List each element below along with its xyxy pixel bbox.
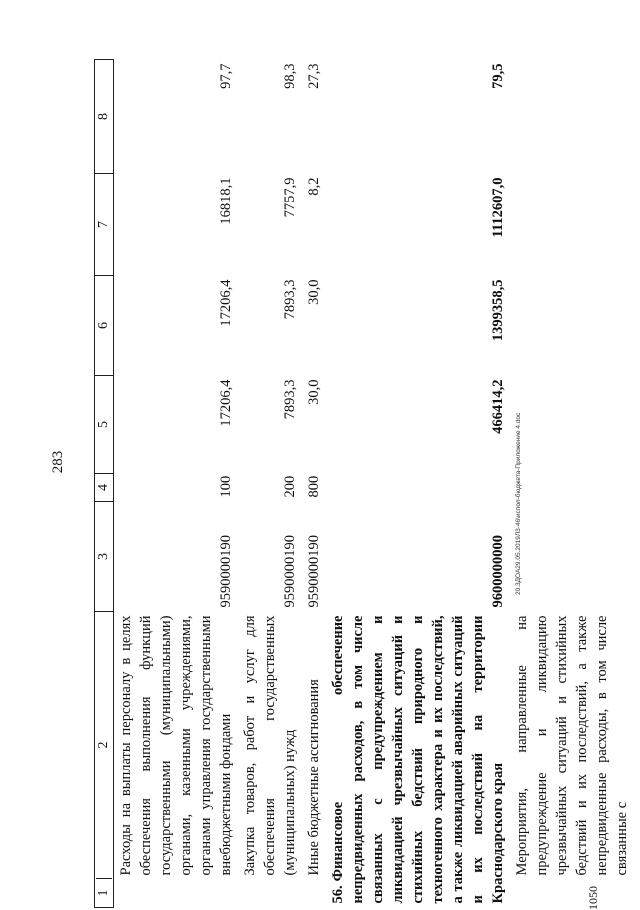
row-value-8: 98,3 <box>282 63 298 89</box>
row-value-7: 1112607,0 <box>490 177 506 238</box>
table-row <box>238 60 302 908</box>
row-value-8 <box>510 60 634 174</box>
row-code <box>510 502 634 612</box>
budget-table <box>94 59 634 908</box>
page-number: 283 <box>50 450 66 474</box>
row-value-6: 1399358,5 <box>490 279 506 342</box>
row-description: Расходы на выплаты персоналу в целях обеспечения выполнения функций государственными (муниципальными) органами, казенными учреждениями, органами управления государственными внебюджетными фондами <box>118 615 234 876</box>
row-description-text: Финансовое обеспечение непредвиденных расходов, в том числе связанных с предупреждением и ликвидацией чрезвычайных ситуаций и стихийных бедствий природного и техногенного характера и их последствий, а также ликвидацией аварийных ситуаций и их последствий на территории Краснодарского края <box>330 615 506 904</box>
row-value-7: 16818,1 <box>218 177 234 225</box>
row-value-5: 17206,4 <box>218 379 234 427</box>
header-col-4: 4 <box>95 474 114 502</box>
table-row <box>510 60 634 908</box>
row-value-6: 7893,3 <box>282 279 298 320</box>
row-value-5: 466414,2 <box>490 379 506 434</box>
row-description <box>326 612 510 908</box>
row-value-5 <box>510 376 634 474</box>
row-value-6: 30,0 <box>306 279 322 305</box>
row-value-8: 79,5 <box>490 63 506 89</box>
row-value-5: 7893,3 <box>282 379 298 420</box>
table-row-section-56 <box>326 60 510 908</box>
row-value-7: 8,2 <box>306 177 322 196</box>
header-col-2: 2 <box>96 741 111 749</box>
header-row <box>95 60 114 908</box>
table-row <box>302 60 326 908</box>
header-col-8: 8 <box>95 60 114 174</box>
row-code: 9590000190 <box>306 535 322 608</box>
row-description: Мероприятия, направленные на предупреждение и ликвидацию чрезвычайных ситуаций и стихийных бедствий и их последствий, а также непредвиденные расходы, в том числе связанные с <box>514 615 630 876</box>
header-col-1: 1 <box>96 878 112 907</box>
row-kind: 200 <box>282 475 298 498</box>
table-row <box>114 60 239 908</box>
row-description: Закупка товаров, работ и услуг для обеспечения государственных (муниципальных) нужд <box>242 615 298 876</box>
item-number: 56. <box>330 885 346 904</box>
document-footer-path: 20.3ДОА29.05.2019Л3-46\испол-бюджета-Приложение 4.doc <box>515 412 522 595</box>
row-code: 9590000190 <box>282 535 298 608</box>
page-corner-number: 1050 <box>586 886 600 910</box>
row-value-8: 97,7 <box>218 63 234 89</box>
row-kind <box>510 474 634 502</box>
row-value-8: 27,3 <box>306 63 322 89</box>
row-kind: 100 <box>218 475 234 498</box>
row-kind <box>326 474 510 502</box>
row-value-6: 17206,4 <box>218 279 234 327</box>
row-value-7 <box>510 174 634 276</box>
row-kind: 800 <box>306 475 322 498</box>
row-code: 9600000000 <box>490 535 506 608</box>
row-value-5: 30,0 <box>306 379 322 405</box>
header-col-5: 5 <box>95 376 114 474</box>
header-col-6: 6 <box>95 276 114 376</box>
row-value-7: 7757,9 <box>282 177 298 218</box>
row-value-6 <box>510 276 634 376</box>
header-col-7: 7 <box>95 174 114 276</box>
row-code: 9590000190 <box>218 535 234 608</box>
header-col-1-2 <box>95 612 114 908</box>
header-col-3: 3 <box>95 502 114 612</box>
row-description: Иные бюджетные ассигнования <box>306 679 322 876</box>
